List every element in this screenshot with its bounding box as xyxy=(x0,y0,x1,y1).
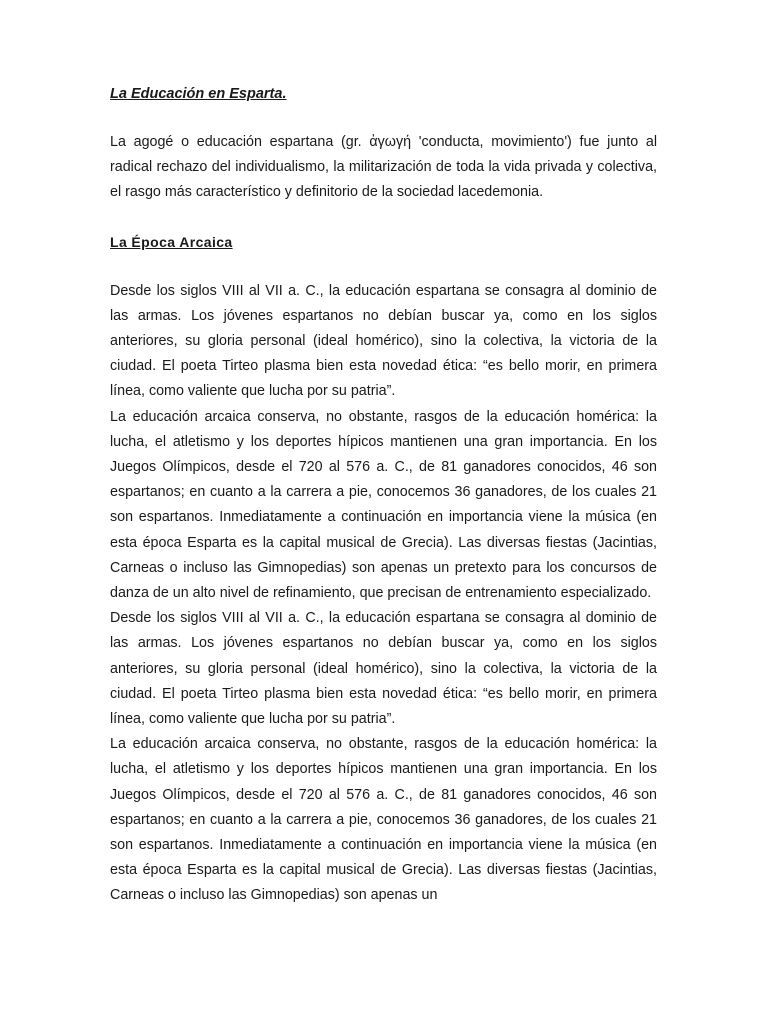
section-heading: La Época Arcaica xyxy=(110,233,233,250)
intro-paragraph: La agogé o educación espartana (gr. ἀγωγή 'conducta, movimiento') fue junto al radical rechazo del individualismo, la militarización de toda la vida privada y colectiva, el rasgo más característico y definitorio de la sociedad lacedemonia. xyxy=(110,134,657,201)
body-paragraph: La educación arcaica conserva, no obstante, rasgos de la educación homérica: la lucha, el atletismo y los deportes hípicos mantienen una gran importancia. En los Juegos Olímpicos, desde el 720 al 576 a. C., de 81 ganadores conocidos, 46 son espartanos; en cuanto a la carrera a pie, conocemos 36 ganadores, de los cuales 21 son espartanos. Inmediatamente a continuación en importancia viene la música (en esta época Esparta es la capital musical de Grecia). Las diversas fiestas (Jacintias, Carneas o incluso las Gimnopedias) son apenas un xyxy=(110,736,657,904)
body-paragraph: La educación arcaica conserva, no obstante, rasgos de la educación homérica: la lucha, el atletismo y los deportes hípicos mantienen una gran importancia. En los Juegos Olímpicos, desde el 720 al 576 a. C., de 81 ganadores conocidos, 46 son espartanos; en cuanto a la carrera a pie, conocemos 36 ganadores, de los cuales 21 son espartanos. Inmediatamente a continuación en importancia viene la música (en esta época Esparta es la capital musical de Grecia). Las diversas fiestas (Jacintias, Carneas o incluso las Gimnopedias) son apenas un pretexto para los concursos de danza de un alto nivel de refinamiento, que precisan de entrenamiento especializado. xyxy=(110,408,657,602)
paragraph-spacer xyxy=(110,206,657,230)
body-paragraph: Desde los siglos VIII al VII a. C., la educación espartana se consagra al dominio de las armas. Los jóvenes espartanos no debían buscar ya, como en los siglos anteriores, su gloria personal (ideal homérico), sino la colectiva, la victoria de la ciudad. El poeta Tirteo plasma bien esta novedad ética: “es bello morir, en primera línea, como valiente que lucha por su patria”. xyxy=(110,282,657,400)
document-page xyxy=(110,82,657,909)
document-title: La Educación en Esparta. xyxy=(110,86,287,102)
body-paragraph: Desde los siglos VIII al VII a. C., la educación espartana se consagra al dominio de las armas. Los jóvenes espartanos no debían buscar ya, como en los siglos anteriores, su gloria personal (ideal homérico), sino la colectiva, la victoria de la ciudad. El poeta Tirteo plasma bien esta novedad ética: “es bello morir, en primera línea, como valiente que lucha por su patria”. xyxy=(110,610,657,728)
